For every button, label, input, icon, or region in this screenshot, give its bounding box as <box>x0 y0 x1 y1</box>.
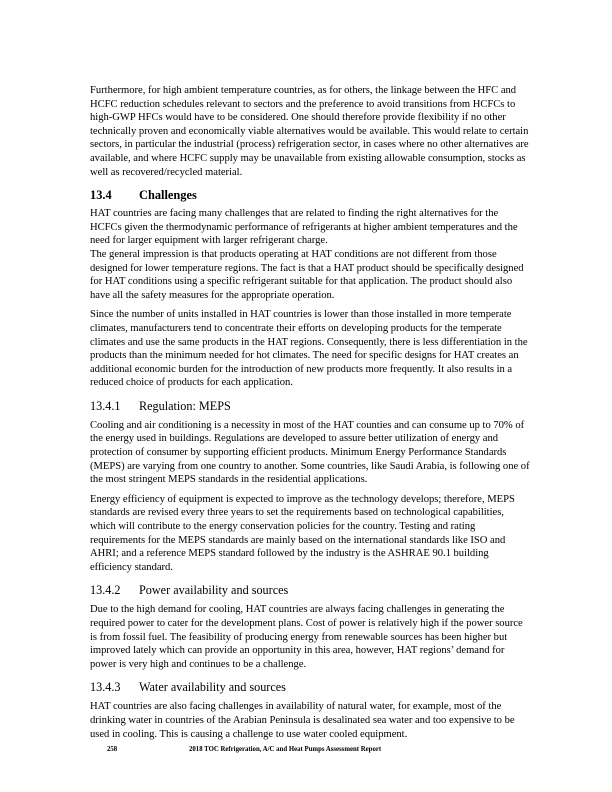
challenges-paragraph: Since the number of units installed in HAT countries is lower than those installed in more temperate climates, manufacturers tend to concentrate their efforts on developing products for the temperate climates and use the same products in the HAT regions. Consequently, there is less differentiation in the products than the minimum needed for hot climates. The need for specific designs for HAT creates an additional economic burden for the introduction of new products more frequently. It also results in a reduced choice of products for each application. <box>90 309 528 389</box>
page-number: 258 <box>107 746 118 753</box>
subsection-title: Water availability and sources <box>139 680 286 695</box>
meps-paragraph: Cooling and air conditioning is a necessity in most of the HAT counties and can consume up to 70% of the energy used in buildings. Regulations are developed to assure better utilization of energy and protection of consumer by supporting efficient products. Minimum Energy Performance Standards (MEPS) are varying from one country to another. Some countries, like Saudi Arabia, is following one of the most stringent MEPS standards in the residential applications. <box>90 419 530 486</box>
meps-paragraph: Energy efficiency of equipment is expected to improve as the technology develops; therefore, MEPS standards are revised every three years to set the requirements based on technological capabilities, which will contribute to the energy conservation policies for the country. Testing and rating requirements for the MEPS standards are mainly based on the international standards like ISO and AHRI; and a reference MEPS standard followed by the industry is the ASHRAE 90.1 building efficiency standard. <box>90 493 515 573</box>
subsection-heading <box>90 399 530 414</box>
power-paragraph: Due to the high demand for cooling, HAT countries are always facing challenges in generating the required power to cater for the development plans. Cost of power is relatively high if the power source is from fossil fuel. The feasibility of producing energy from renewable sources has been higher but improved lately which can provide an opportunity in this area, however, HAT regions’ demand for power is very high and continues to be a challenge. <box>90 604 523 670</box>
subsection-heading <box>90 680 530 695</box>
challenges-paragraph: The general impression is that products operating at HAT conditions are not different from those designed for lower temperature regions. The fact is that a HAT product should be specifically designed for HAT conditions using a specific refrigerant suitable for that application. The product should also have all the safety measures for the appropriate operation. <box>90 248 524 301</box>
document-page <box>90 84 530 741</box>
section-number: 13.4 <box>90 188 112 203</box>
challenges-paragraph: HAT countries are facing many challenges that are related to finding the right alternatives for the HCFCs given the thermodynamic performance of refrigerants at higher ambient temperatures and the need for larger equipment with larger refrigerant charge. <box>90 208 518 247</box>
subsection-title: Power availability and sources <box>139 583 289 598</box>
subsection-number: 13.4.1 <box>90 398 121 413</box>
section-heading <box>90 188 530 203</box>
subsection-number: 13.4.2 <box>90 583 121 598</box>
report-title: 2018 TOC Refrigeration, A/C and Heat Pumps Assessment Report <box>189 746 382 753</box>
water-paragraph: HAT countries are also facing challenges in availability of natural water, for example, most of the drinking water in countries of the Arabian Peninsula is desalinated sea water and too expensive to be used in cooling. This is causing a challenge to use water cooled equipment. <box>90 701 515 740</box>
page-footer <box>107 746 381 753</box>
intro-paragraph: Furthermore, for high ambient temperature countries, as for others, the linkage between the HFC and HCFC reduction schedules relevant to sectors and the preference to avoid transitions from HCFCs to high-GWP HFCs would have to be considered. One should therefore provide flexibility if no other technically proven and economically viable alternatives would be available. This would relate to certain sectors, in particular the industrial (process) refrigeration sector, in cases where no other alternatives are available, and where HCFC supply may be unavailable from existing allowable consumption, stocks as well as recovered/recycled material. <box>90 85 529 178</box>
subsection-heading <box>90 583 530 598</box>
subsection-number: 13.4.3 <box>90 680 121 695</box>
subsection-title: Regulation: MEPS <box>139 398 231 413</box>
section-title: Challenges <box>139 188 197 203</box>
